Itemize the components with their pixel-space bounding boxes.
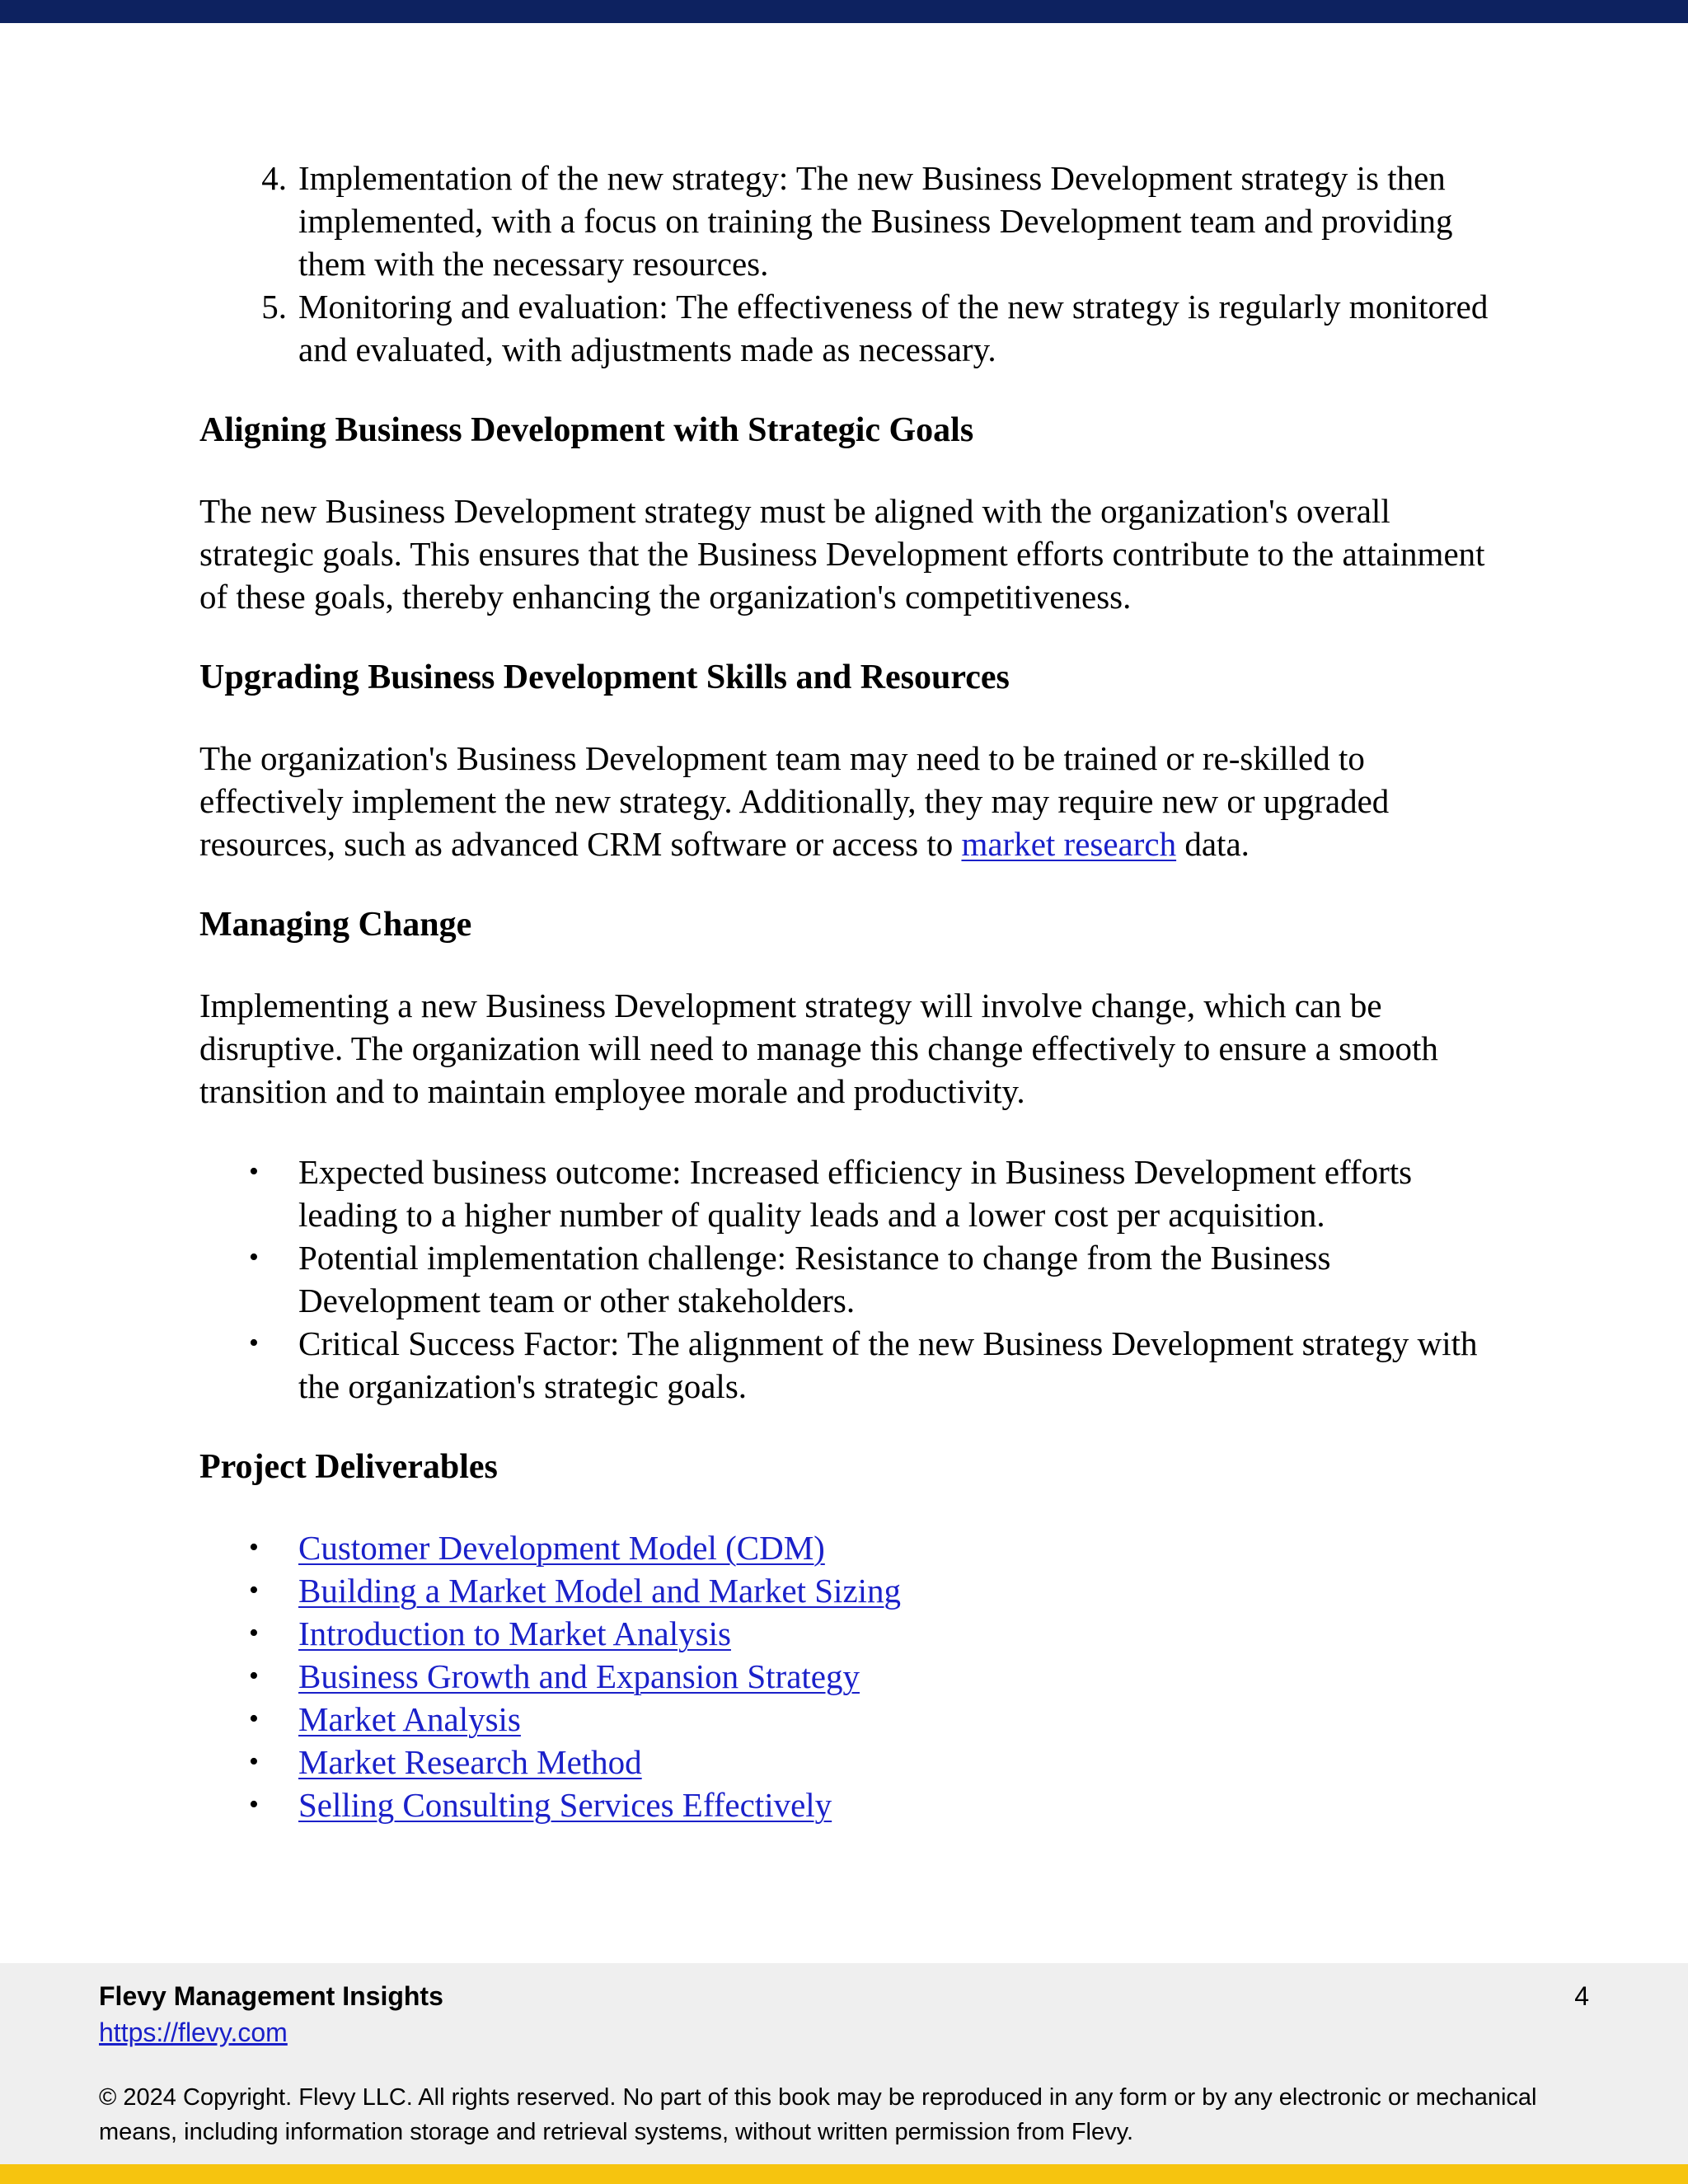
list-item [199,1151,1502,1236]
step-text: Monitoring and evaluation: The effectiveness of the new strategy is regularly monitored and evaluated, with adjustments made as necessary. [298,288,1489,368]
list-item [199,1655,1502,1698]
deliverable-link[interactable]: Business Growth and Expansion Strategy [298,1657,860,1695]
bullet-icon: • [249,1661,259,1691]
section-heading-deliverables: Project Deliverables [199,1448,498,1486]
copyright-notice: © 2024 Copyright. Flevy LLC. All rights reserved. No part of this book may be reproduced in any form or by any electronic or mechanical means, including information storage and retrieval systems, without written permission from Flevy. [99,2084,1537,2145]
body-text-after-link: data. [1176,825,1250,863]
step-text: Implementation of the new strategy: The new Business Development strategy is then implemented, with a focus on training the Business Development team and providing them with the necessary resources. [298,159,1453,283]
deliverable-link[interactable]: Selling Consulting Services Effectively [298,1786,832,1824]
step-number: 4. [261,159,287,197]
section-body-aligning: The new Business Development strategy must be aligned with the organization's overall strategic goals. This ensures that the Business Development efforts contribute to the attainment of these goals, thereby enhancing the organization's competitiveness. [199,492,1485,616]
bullet-icon: • [249,1618,259,1648]
bullet-icon: • [249,1242,259,1272]
section-body-upgrading [199,737,1502,865]
deliverables-list [199,1526,1502,1826]
list-item [199,1698,1502,1741]
bullet-icon: • [249,1704,259,1734]
list-item [199,1741,1502,1783]
deliverable-link[interactable]: Market Research Method [298,1743,642,1781]
numbered-steps-list [199,157,1502,371]
deliverable-link[interactable]: Market Analysis [298,1700,521,1738]
bottom-accent-bar [0,2164,1688,2184]
bullet-icon: • [249,1156,259,1187]
list-item [199,1322,1502,1408]
page-footer [0,1963,1688,2164]
bullet-icon: • [249,1328,259,1358]
deliverable-link[interactable]: Building a Market Model and Market Sizing [298,1572,902,1610]
section-heading-aligning: Aligning Business Development with Strategic Goals [199,411,974,449]
document-body [199,157,1502,1826]
list-item [199,1236,1502,1322]
top-accent-bar [0,0,1688,23]
list-item [199,1569,1502,1612]
bullet-icon: • [249,1789,259,1820]
bullet-text: Expected business outcome: Increased efficiency in Business Development efforts leading to a higher number of quality leads and a lower cost per acquisition. [298,1153,1413,1234]
bullet-icon: • [249,1575,259,1605]
bullet-icon: • [249,1746,259,1777]
deliverable-link[interactable]: Introduction to Market Analysis [298,1615,731,1652]
list-item [199,1783,1502,1826]
bullet-icon: • [249,1532,259,1563]
section-heading-managing-change: Managing Change [199,906,472,944]
list-item [199,157,1502,285]
list-item [199,1526,1502,1569]
bullet-text: Potential implementation challenge: Resistance to change from the Business Development team or other stakeholders. [298,1239,1331,1319]
bullet-text: Critical Success Factor: The alignment of the new Business Development strategy with the organization's strategic goals. [298,1324,1478,1405]
section-body-managing-change: Implementing a new Business Development strategy will involve change, which can be disruptive. The organization will need to manage this change effectively to ensure a smooth transition and to maintain employee morale and productivity. [199,987,1438,1110]
deliverable-link[interactable]: Customer Development Model (CDM) [298,1529,825,1567]
list-item [199,285,1502,371]
section-heading-upgrading: Upgrading Business Development Skills and Resources [199,658,1010,696]
page-number: 4 [1574,1981,1589,2011]
footer-url-link[interactable]: https://flevy.com [99,2018,288,2047]
market-research-link[interactable]: market research [961,825,1177,863]
step-number: 5. [261,288,287,326]
list-item [199,1612,1502,1655]
footer-title: Flevy Management Insights [99,1981,443,2011]
body-text-before-link: The organization's Business Development team may need to be trained or re-skilled to effectively implement the new strategy. Additionally, they may require new or upgraded resources, such as advanced CRM software or access to [199,739,1390,863]
change-bullets-list [199,1151,1502,1408]
